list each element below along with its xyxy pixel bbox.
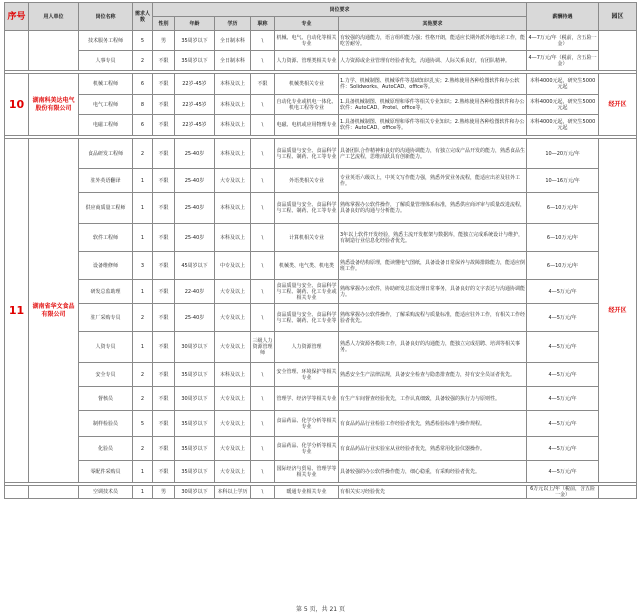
cell-gender: 不限 (153, 387, 175, 411)
cell-count: 2 (133, 139, 153, 169)
table-row (5, 437, 637, 461)
cell-other: 熟练掌握办公软件操作，了解采购流程与质量标准，能适应驻外工作，有相关工作经验者优先。 (339, 304, 527, 332)
header-title: 职称 (251, 17, 275, 31)
cell-position: 研发总监助理 (79, 280, 133, 304)
cell-major: 机械、电气、自动化等相关专业 (275, 31, 339, 51)
cell-position: 电磁工程师 (79, 115, 133, 136)
cell-salary: 4—5万元/年 (527, 332, 599, 363)
cell-major: 食品药品、化学分析等相关专业 (275, 411, 339, 437)
table-row (5, 74, 637, 95)
cell-gender: 不限 (153, 169, 175, 193)
cell-education: 大专及以上 (215, 280, 251, 304)
cell-gender: 不限 (153, 139, 175, 169)
cell-position: 机械工程师 (79, 74, 133, 95)
cell-salary: 本科4000元起，研究生5000元起 (527, 74, 599, 95)
cell-count: 1 (133, 486, 153, 499)
cell-education: 本科以上学历 (215, 486, 251, 499)
cell-salary: 4—5万元/年 (527, 304, 599, 332)
cell-title: \ (251, 461, 275, 483)
table-row (5, 387, 637, 411)
cell-education: 本科及以上 (215, 95, 251, 115)
cell-position: 驻厂采购专员 (79, 304, 133, 332)
cell-age: 25-40岁 (175, 193, 215, 224)
cell-age: 35周岁以下 (175, 31, 215, 51)
cell-salary: 10—20万元/年 (527, 139, 599, 169)
cell-title: \ (251, 193, 275, 224)
cell-salary: 6万元以上/年（税前，含五险一金） (527, 486, 599, 499)
header-gender: 性别 (153, 17, 175, 31)
table-row (5, 486, 637, 499)
table-row (5, 280, 637, 304)
table-row (5, 411, 637, 437)
cell-count: 6 (133, 115, 153, 136)
cell-age: 35周岁以下 (175, 437, 215, 461)
cell-other: 熟悉安全生产法律法规，具备安全检查与隐患排查能力，持有安全员证者优先。 (339, 363, 527, 387)
row-index (5, 486, 29, 499)
cell-major: 食品质量与安全、食品科学与工程、制药、化工专业或相关专业 (275, 280, 339, 304)
cell-salary: 4—5万元/年 (527, 411, 599, 437)
cell-title: \ (251, 169, 275, 193)
table-row (5, 304, 637, 332)
cell-major: 安全管理、环境保护等相关专业 (275, 363, 339, 387)
header-position: 岗位名称 (79, 3, 133, 31)
park-area (599, 486, 637, 499)
cell-other: 专业英语六级以上，中英文写作能力强，熟悉外贸业务流程，能适应出差及驻外工作。 (339, 169, 527, 193)
cell-other: 有相关实习经验优先 (339, 486, 527, 499)
cell-other: 有较强的沟通能力，语言组织能力强；性格开朗，能适应长期外派外地出差工作，能吃苦耐劳。 (339, 31, 527, 51)
cell-age: 30周岁以下 (175, 486, 215, 499)
cell-position: 软件工程师 (79, 224, 133, 252)
recruitment-table (4, 2, 637, 499)
cell-other: 有食品药品行业检验工作经验者优先，熟悉检验标准与操作规程。 (339, 411, 527, 437)
cell-other: 熟练掌握办公软件操作，了解质量管理体系标准，熟悉供应商评审与质量改进流程，具备良好的沟通与分析能力。 (339, 193, 527, 224)
cell-title: \ (251, 95, 275, 115)
cell-major: 自动化专业或机电一体化、机电工程等专业 (275, 95, 339, 115)
cell-title: \ (251, 411, 275, 437)
cell-title: 三级人力资源管理师 (251, 332, 275, 363)
cell-major: 国际经济与贸易、管理学等相关专业 (275, 461, 339, 483)
cell-education: 全日制本科 (215, 51, 251, 71)
cell-other: 有生产车间督查经验优先，工作认真细致，具备较强的执行力与原则性。 (339, 387, 527, 411)
table-row (5, 363, 637, 387)
cell-count: 2 (133, 437, 153, 461)
cell-education: 大专及以上 (215, 387, 251, 411)
cell-other: 1.具备机械制图、机械原理和零件等相关专业知识；2.熟练使用各种绘图软件和办公软件：AutoCAD、office等。 (339, 115, 527, 136)
table-row (5, 252, 637, 280)
cell-age: 35周岁以下 (175, 411, 215, 437)
row-index: 10 (5, 74, 29, 136)
cell-major: 机械类、电气类、机电类 (275, 252, 339, 280)
header-other: 其他要求 (339, 17, 527, 31)
cell-age: 45周岁以下 (175, 252, 215, 280)
cell-position: 空调技术员 (79, 486, 133, 499)
cell-age: 35周岁以下 (175, 51, 215, 71)
cell-salary: 4—5万元/年 (527, 363, 599, 387)
table-row (5, 95, 637, 115)
cell-count: 8 (133, 95, 153, 115)
cell-gender: 男 (153, 31, 175, 51)
cell-other: 3年以上软件开发经验，熟悉主流开发框架与数据库，能独立完成系统设计与维护，有制造行业信息化经验者优先。 (339, 224, 527, 252)
cell-position: 人事专员 (79, 51, 133, 71)
cell-age: 35周岁以下 (175, 461, 215, 483)
header-salary: 薪酬待遇 (527, 3, 599, 31)
cell-title: 不限 (251, 74, 275, 95)
cell-education: 大专及以上 (215, 437, 251, 461)
cell-count: 1 (133, 224, 153, 252)
cell-other: 人力资源或企业管理有经验者优先，沟通协调、人际关系良好，有团队精神。 (339, 51, 527, 71)
cell-salary: 6—10万元/年 (527, 193, 599, 224)
cell-major: 食品药品、化学分析等相关专业 (275, 437, 339, 461)
cell-gender: 不限 (153, 51, 175, 71)
employer-name (29, 486, 79, 499)
cell-salary: 4—5万元/年 (527, 387, 599, 411)
cell-gender: 不限 (153, 461, 175, 483)
cell-title: \ (251, 363, 275, 387)
cell-gender: 不限 (153, 95, 175, 115)
row-index (5, 31, 29, 71)
header-requirements: 岗位要求 (153, 3, 527, 17)
cell-age: 30周岁以下 (175, 387, 215, 411)
row-index: 11 (5, 139, 29, 483)
cell-salary: 4—7万元/年（税前，含五险一金） (527, 31, 599, 51)
header-area: 园区 (599, 3, 637, 31)
cell-major: 人力资源、管理类相关专业 (275, 51, 339, 71)
table-row (5, 115, 637, 136)
cell-count: 2 (133, 51, 153, 71)
cell-gender: 不限 (153, 115, 175, 136)
cell-title: \ (251, 280, 275, 304)
cell-count: 1 (133, 461, 153, 483)
cell-position: 供应商质量工程师 (79, 193, 133, 224)
cell-count: 2 (133, 387, 153, 411)
park-area (599, 31, 637, 71)
cell-position: 人资专员 (79, 332, 133, 363)
cell-gender: 不限 (153, 437, 175, 461)
cell-education: 大专及以上 (215, 332, 251, 363)
cell-major: 暖通专业相关专业 (275, 486, 339, 499)
cell-gender: 不限 (153, 224, 175, 252)
cell-education: 本科及以上 (215, 74, 251, 95)
cell-position: 电气工程师 (79, 95, 133, 115)
cell-gender: 不限 (153, 411, 175, 437)
cell-major: 食品质量与安全、食品科学与工程、制药、化工等专业 (275, 139, 339, 169)
table-body (5, 31, 637, 499)
table-row (5, 332, 637, 363)
cell-other: 熟练掌握办公软件，协助研发总监处理日常事务，具备良好的文字表达与沟通协调能力。 (339, 280, 527, 304)
cell-education: 本科及以上 (215, 115, 251, 136)
cell-other: 熟悉设备结构原理，能读懂电气图纸，具备设备日常保养与故障排除能力，能适应倒班工作。 (339, 252, 527, 280)
cell-salary: 4—7万元/年（税前，含五险一金） (527, 51, 599, 71)
table-row (5, 51, 637, 71)
cell-major: 管理学、经济学等相关专业 (275, 387, 339, 411)
employer-name (29, 31, 79, 71)
cell-education: 本科及以上 (215, 139, 251, 169)
cell-position: 安全专员 (79, 363, 133, 387)
cell-title: \ (251, 115, 275, 136)
cell-age: 22岁-45岁 (175, 95, 215, 115)
cell-position: 食品研发工程师 (79, 139, 133, 169)
cell-age: 25-40岁 (175, 304, 215, 332)
header-index: 序号 (5, 3, 29, 31)
table-row (5, 31, 637, 51)
cell-other: 1.力学、机械制图、机械零件等基础知识扎实；2.熟练使用各种绘图软件和办公软件：Solidworks、AutoCAD、office等。 (339, 74, 527, 95)
cell-title: \ (251, 437, 275, 461)
cell-salary: 10—16万元/年 (527, 169, 599, 193)
cell-age: 25-40岁 (175, 139, 215, 169)
cell-age: 25-40岁 (175, 224, 215, 252)
cell-education: 大专及以上 (215, 304, 251, 332)
cell-age: 22岁-45岁 (175, 115, 215, 136)
cell-gender: 不限 (153, 252, 175, 280)
cell-age: 30周岁以下 (175, 332, 215, 363)
cell-count: 1 (133, 280, 153, 304)
cell-age: 22-40岁 (175, 280, 215, 304)
header-education: 学历 (215, 17, 251, 31)
cell-salary: 本科4000元起，研究生5000元起 (527, 115, 599, 136)
page-footer: 第 5 页，共 21 页 (295, 606, 346, 613)
cell-education: 本科及以上 (215, 363, 251, 387)
cell-education: 中专及以上 (215, 252, 251, 280)
cell-gender: 不限 (153, 193, 175, 224)
table-row (5, 193, 637, 224)
cell-gender: 不限 (153, 363, 175, 387)
cell-salary: 4—5万元/年 (527, 437, 599, 461)
cell-salary: 4—5万元/年 (527, 461, 599, 483)
cell-title: \ (251, 304, 275, 332)
cell-gender: 不限 (153, 304, 175, 332)
cell-count: 2 (133, 304, 153, 332)
cell-count: 6 (133, 74, 153, 95)
cell-education: 大专及以上 (215, 411, 251, 437)
cell-education: 本科及以上 (215, 224, 251, 252)
cell-position: 化验员 (79, 437, 133, 461)
cell-count: 3 (133, 252, 153, 280)
cell-education: 大专及以上 (215, 169, 251, 193)
cell-age: 22岁-45岁 (175, 74, 215, 95)
cell-position: 零配件采购员 (79, 461, 133, 483)
cell-count: 5 (133, 31, 153, 51)
cell-title: \ (251, 387, 275, 411)
cell-age: 35周岁以下 (175, 363, 215, 387)
recruitment-table-sheet (4, 2, 636, 499)
cell-title: \ (251, 51, 275, 71)
cell-major: 电磁、电机或应用物理专业 (275, 115, 339, 136)
header-count: 需求人数 (133, 3, 153, 31)
cell-position: 驻外英语翻译 (79, 169, 133, 193)
cell-position: 技术服务工程师 (79, 31, 133, 51)
cell-title: \ (251, 139, 275, 169)
cell-count: 5 (133, 411, 153, 437)
cell-other: 具备较强的办公软件操作能力，细心稳重，有采购经验者优先。 (339, 461, 527, 483)
table-row (5, 169, 637, 193)
cell-education: 大专及以上 (215, 461, 251, 483)
cell-other: 1.具备机械制图、机械原理和零件等相关专业知识；2.熟练使用各种绘图软件和办公软件：AutoCAD、Protel、office等。 (339, 95, 527, 115)
cell-position: 设备维修师 (79, 252, 133, 280)
cell-major: 机械类相关专业 (275, 74, 339, 95)
cell-other: 具备团队合作精神和良好的沟通协调能力，有独立完成产品开发的能力，熟悉食品生产工艺流程，思维活跃具有创新能力。 (339, 139, 527, 169)
cell-age: 25-40岁 (175, 169, 215, 193)
cell-position: 制样检验员 (79, 411, 133, 437)
cell-other: 熟悉人力资源各模块工作，具备良好的沟通能力，能独立完成招聘、培训等相关事务。 (339, 332, 527, 363)
cell-gender: 男 (153, 486, 175, 499)
cell-position: 督核员 (79, 387, 133, 411)
cell-gender: 不限 (153, 332, 175, 363)
cell-gender: 不限 (153, 280, 175, 304)
table-row (5, 139, 637, 169)
cell-title: \ (251, 252, 275, 280)
cell-title: \ (251, 486, 275, 499)
employer-name: 湖南科美达电气股份有限公司 (29, 74, 79, 136)
header-unit: 用人单位 (29, 3, 79, 31)
cell-count: 1 (133, 193, 153, 224)
cell-major: 外语类相关专业 (275, 169, 339, 193)
cell-title: \ (251, 224, 275, 252)
cell-major: 食品质量与安全、食品科学与工程、制药、化工等专业 (275, 193, 339, 224)
cell-education: 本科及以上 (215, 193, 251, 224)
cell-gender: 不限 (153, 74, 175, 95)
cell-salary: 6—10万元/年 (527, 224, 599, 252)
cell-count: 1 (133, 169, 153, 193)
cell-count: 2 (133, 363, 153, 387)
cell-title: \ (251, 31, 275, 51)
cell-major: 人力资源管理 (275, 332, 339, 363)
header-major: 专业 (275, 17, 339, 31)
cell-salary: 6—10万元/年 (527, 252, 599, 280)
cell-education: 全日制本科 (215, 31, 251, 51)
cell-other: 有食品药品行业实验室从业经验者优先，熟悉常用化验仪器操作。 (339, 437, 527, 461)
table-row (5, 461, 637, 483)
cell-count: 1 (133, 332, 153, 363)
cell-salary: 4—5万元/年 (527, 280, 599, 304)
cell-major: 食品质量与安全、食品科学与工程、制药、化工专业等 (275, 304, 339, 332)
park-area: 经开区 (599, 139, 637, 483)
park-area: 经开区 (599, 74, 637, 136)
cell-salary: 本科4000元起，研究生5000元起 (527, 95, 599, 115)
header-age: 年龄 (175, 17, 215, 31)
table-row (5, 224, 637, 252)
cell-major: 计算机相关专业 (275, 224, 339, 252)
employer-name: 湖南省华文食品有限公司 (29, 139, 79, 483)
